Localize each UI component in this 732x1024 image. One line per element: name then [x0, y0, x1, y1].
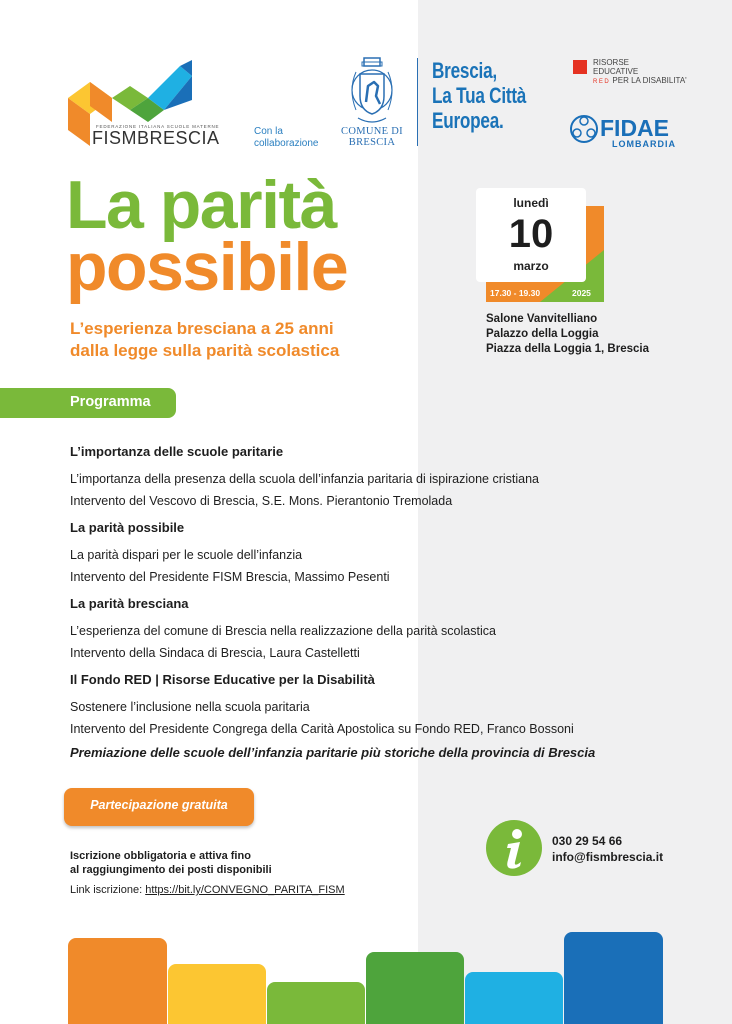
red-line-2: EDUCATIVE: [593, 67, 639, 76]
brescia-slogan-logo: [432, 58, 526, 133]
event-venue: [486, 312, 649, 357]
program-session: [70, 668, 670, 740]
event-year: 2025: [572, 288, 591, 298]
program-session: [70, 516, 670, 588]
session-speaker: Intervento della Sindaca di Brescia, Laura Castelletti: [70, 646, 360, 660]
session-title: Il Fondo RED | Risorse Educative per la Disabilità: [70, 672, 375, 687]
session-title: L’importanza delle scuole paritarie: [70, 444, 284, 459]
program-list: [70, 440, 670, 764]
comune-line-1: COMUNE DI: [341, 126, 403, 137]
contact-email[interactable]: info@fismbrescia.it: [552, 850, 664, 864]
registration-line-1: Iscrizione obbligatoria e attiva fino: [70, 850, 251, 862]
program-header-label: Programma: [70, 394, 151, 410]
registration-link-label: Link iscrizione:: [70, 884, 143, 896]
session-speaker: Intervento del Vescovo di Brescia, S.E. Mons. Pierantonio Tremolada: [70, 494, 453, 508]
subtitle-line-1: L’esperienza bresciana a 25 anni: [70, 319, 334, 338]
title-line-1: La parità: [66, 167, 336, 243]
logo-divider: [417, 58, 418, 146]
decor-bar-dark-green: [366, 952, 464, 1024]
red-logo-text: [593, 58, 687, 87]
venue-line-2: Palazzo della Loggia: [486, 328, 599, 340]
venue-line-1: Salone Vanvitelliano: [486, 313, 598, 325]
venue-line-3: Piazza della Loggia 1, Brescia: [486, 343, 649, 355]
event-weekday: lunedì: [513, 196, 549, 210]
registration-link-row: [70, 884, 345, 896]
red-logo-mark: [573, 60, 587, 74]
comune-di-brescia-text: [336, 126, 408, 148]
red-line-1: RISORSE: [593, 58, 630, 67]
session-title: La parità possibile: [70, 520, 185, 535]
red-abbr: RED: [593, 79, 611, 85]
session-speaker: Intervento del Presidente FISM Brescia, Massimo Pesenti: [70, 570, 390, 584]
slogan-line-1: Brescia,: [432, 58, 497, 83]
session-title: La parità bresciana: [70, 596, 189, 611]
fism-tagline: FEDERAZIONE ITALIANA SCUOLE MATERNE: [96, 124, 220, 129]
info-icon: [486, 820, 542, 876]
event-month: marzo: [513, 259, 549, 273]
comune-crest-icon: [344, 56, 400, 130]
event-day: 10: [508, 212, 554, 256]
registration-link[interactable]: https://bit.ly/CONVEGNO_PARITA_FISM: [145, 884, 345, 896]
free-participation-label: Partecipazione gratuita: [90, 798, 228, 812]
subtitle: [70, 318, 400, 362]
contact-info: [552, 833, 663, 865]
fidae-lombardia-logo: [568, 112, 676, 150]
session-description: L’esperienza del comune di Brescia nella realizzazione della parità scolastica: [70, 624, 496, 638]
collab-line-2: collaborazione: [254, 138, 319, 149]
event-time: 17.30 - 19.30: [490, 288, 541, 298]
collab-line-1: Con la: [254, 126, 283, 137]
decor-bar-green: [267, 982, 365, 1024]
contact-phone[interactable]: 030 29 54 66: [552, 834, 623, 848]
subtitle-line-2: dalla legge sulla parità scolastica: [70, 341, 340, 360]
program-session: [70, 440, 670, 512]
comune-line-2: BRESCIA: [348, 137, 396, 148]
slogan-line-2: La Tua Città: [432, 83, 527, 108]
fidae-region: LOMBARDIA: [612, 139, 676, 149]
registration-line-2: al raggiungimento dei posti disponibili: [70, 864, 272, 876]
red-line-3: PER LA DISABILITA': [612, 76, 687, 85]
decor-bar-yellow: [168, 964, 266, 1024]
program-session: [70, 592, 670, 664]
session-description: L’importanza della presenza della scuola dell’infanzia paritaria di ispirazione cristiana: [70, 472, 540, 486]
title-line-2: possibile: [66, 229, 348, 305]
decor-bar-cyan: [465, 972, 563, 1024]
fism-name: FISMBRESCIA: [92, 128, 220, 148]
registration-notice: [70, 849, 272, 877]
session-speaker: Intervento del Presidente Congrega della Carità Apostolica su Fondo RED, Franco Bossoni: [70, 722, 574, 736]
fidae-name: FIDAE: [600, 115, 669, 141]
session-description: Sostenere l’inclusione nella scuola paritaria: [70, 700, 310, 714]
award-announcement: Premiazione delle scuole dell’infanzia paritarie più storiche della provincia di Brescia: [70, 745, 596, 760]
collaboration-text: [254, 126, 319, 150]
slogan-line-3: Europea.: [432, 108, 504, 133]
decor-bar-orange: [68, 938, 167, 1024]
session-description: La parità dispari per le scuole dell’infanzia: [70, 548, 303, 562]
decor-bar-blue: [564, 932, 663, 1024]
